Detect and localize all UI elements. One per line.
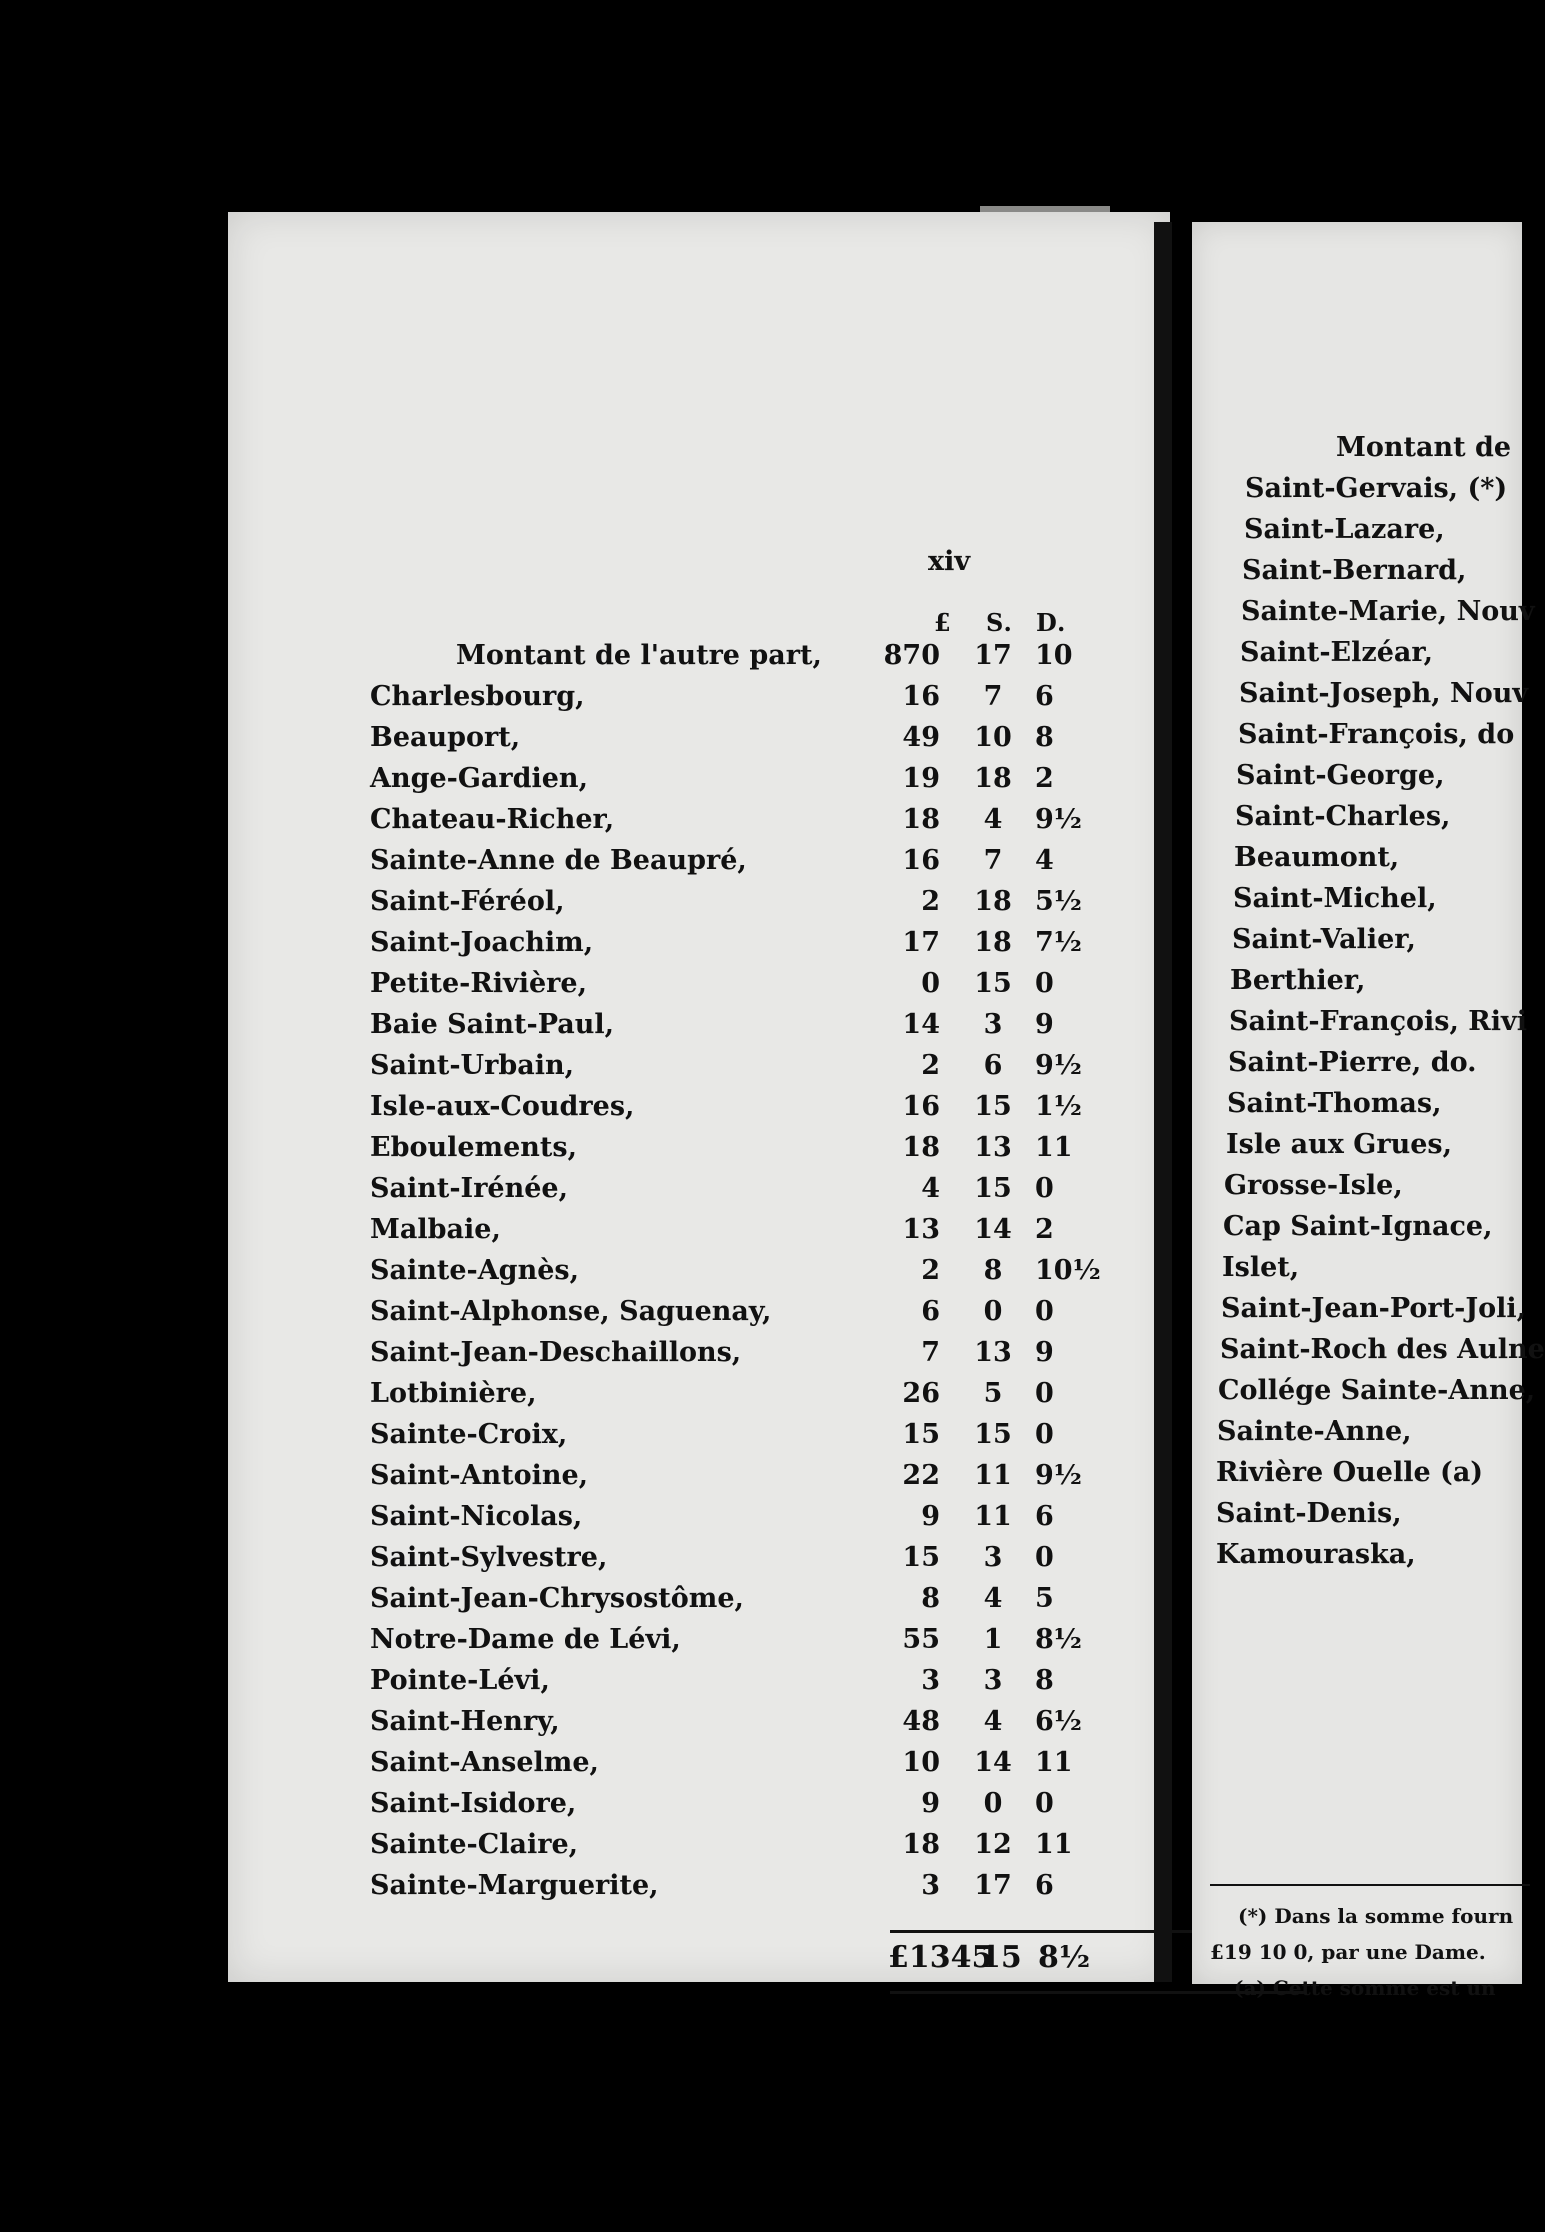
right-list-item: Saint-Denis, xyxy=(1216,1498,1402,1529)
shillings-value: 15 xyxy=(974,1173,1012,1204)
pence-value: 11 xyxy=(1035,1747,1073,1778)
page-edge-mark xyxy=(980,206,1110,212)
parish-name: Petite-Rivière, xyxy=(370,968,587,999)
pounds-value: 18 xyxy=(902,804,940,835)
right-list-item: Beaumont, xyxy=(1234,842,1400,873)
table-row xyxy=(228,968,1170,1010)
shillings-value: 13 xyxy=(974,1337,1012,1368)
shillings-value: 15 xyxy=(974,1419,1012,1450)
footnote-3: (a) Cette somme est un xyxy=(1234,1976,1496,2000)
pence-value: 0 xyxy=(1035,1173,1054,1204)
parish-name: Saint-Sylvestre, xyxy=(370,1542,608,1573)
right-list-item: Saint-Jean-Port-Joli, xyxy=(1221,1293,1527,1324)
pence-value: 2 xyxy=(1035,763,1054,794)
pence-value: 10 xyxy=(1035,640,1073,671)
total-pence: 8½ xyxy=(1038,1940,1091,1975)
table-row xyxy=(228,1378,1170,1420)
parish-name: Ange-Gardien, xyxy=(370,763,588,794)
shillings-value: 7 xyxy=(983,681,1003,712)
pounds-value: 870 xyxy=(883,640,940,671)
shillings-value: 4 xyxy=(983,804,1003,835)
pounds-value: 7 xyxy=(921,1337,940,1368)
parish-name: Sainte-Claire, xyxy=(370,1829,579,1860)
shillings-value: 11 xyxy=(974,1501,1012,1532)
parish-name: Malbaie, xyxy=(370,1214,501,1245)
shillings-value: 18 xyxy=(974,763,1012,794)
pounds-value: 14 xyxy=(902,1009,940,1040)
table-row xyxy=(228,1255,1170,1297)
table-row xyxy=(228,722,1170,764)
pence-value: 8 xyxy=(1035,722,1054,753)
table-row xyxy=(228,1706,1170,1748)
shillings-value: 18 xyxy=(974,886,1012,917)
pence-value: 8½ xyxy=(1035,1624,1082,1655)
right-list-item: Montant de xyxy=(1336,432,1512,463)
table-row xyxy=(228,1419,1170,1461)
pounds-value: 19 xyxy=(902,763,940,794)
table-row xyxy=(228,1542,1170,1584)
table-row xyxy=(228,1583,1170,1625)
table-row xyxy=(228,640,1170,682)
table-row xyxy=(228,1788,1170,1830)
pence-value: 0 xyxy=(1035,1296,1054,1327)
parish-name: Eboulements, xyxy=(370,1132,577,1163)
pounds-value: 2 xyxy=(921,886,940,917)
pounds-value: 18 xyxy=(902,1132,940,1163)
right-list-item: Saint-Joseph, Nouv xyxy=(1239,678,1529,709)
shillings-value: 5 xyxy=(983,1378,1003,1409)
pounds-value: 15 xyxy=(902,1542,940,1573)
parish-name: Pointe-Lévi, xyxy=(370,1665,550,1696)
right-list-item: Collége Sainte-Anne, xyxy=(1218,1375,1536,1406)
pence-value: 9 xyxy=(1035,1009,1054,1040)
pounds-value: 9 xyxy=(921,1501,940,1532)
footnote-1: (*) Dans la somme fourn xyxy=(1238,1904,1514,1928)
shillings-value: 15 xyxy=(974,968,1012,999)
pence-value: 11 xyxy=(1035,1829,1073,1860)
pounds-value: 49 xyxy=(902,722,940,753)
right-list-item: Saint-Elzéar, xyxy=(1240,637,1434,668)
book-gutter xyxy=(1154,222,1172,1982)
table-row xyxy=(228,1829,1170,1871)
pounds-value: 26 xyxy=(902,1378,940,1409)
pence-value: 2 xyxy=(1035,1214,1054,1245)
right-list-item: Saint-Lazare, xyxy=(1244,514,1445,545)
pounds-value: 48 xyxy=(902,1706,940,1737)
shillings-value: 10 xyxy=(974,722,1012,753)
right-list-item: Saint-François, Rivi xyxy=(1229,1006,1527,1037)
pounds-value: 17 xyxy=(902,927,940,958)
pence-value: 1½ xyxy=(1035,1091,1082,1122)
shillings-value: 17 xyxy=(974,1870,1012,1901)
table-row xyxy=(228,1747,1170,1789)
pounds-value: 4 xyxy=(921,1173,940,1204)
table-row xyxy=(228,1009,1170,1051)
table-row xyxy=(228,1870,1170,1912)
right-list-item: Islet, xyxy=(1222,1252,1300,1283)
pence-value: 9 xyxy=(1035,1337,1054,1368)
right-list-item: Berthier, xyxy=(1230,965,1366,996)
parish-name: Notre-Dame de Lévi, xyxy=(370,1624,681,1655)
pounds-value: 9 xyxy=(921,1788,940,1819)
pence-value: 8 xyxy=(1035,1665,1054,1696)
shillings-value: 8 xyxy=(983,1255,1003,1286)
pence-value: 9½ xyxy=(1035,804,1082,835)
pence-value: 10½ xyxy=(1035,1255,1101,1286)
right-list-item: Kamouraska, xyxy=(1216,1539,1416,1570)
shillings-value: 0 xyxy=(983,1296,1003,1327)
shillings-value: 3 xyxy=(983,1665,1003,1696)
pence-value: 7½ xyxy=(1035,927,1082,958)
table-row xyxy=(228,886,1170,928)
shillings-value: 6 xyxy=(983,1050,1003,1081)
right-list-item: Saint-Bernard, xyxy=(1242,555,1467,586)
parish-name: Montant de l'autre part, xyxy=(456,640,822,671)
page-number: xiv xyxy=(928,546,971,577)
parish-name: Saint-Nicolas, xyxy=(370,1501,583,1532)
right-list-item: Saint-Pierre, do. xyxy=(1228,1047,1477,1078)
table-row xyxy=(228,763,1170,805)
parish-name: Saint-Irénée, xyxy=(370,1173,568,1204)
table-row xyxy=(228,1132,1170,1174)
shillings-value: 14 xyxy=(974,1747,1012,1778)
right-list-item: Sainte-Anne, xyxy=(1217,1416,1412,1447)
table-row xyxy=(228,1214,1170,1256)
pounds-value: 13 xyxy=(902,1214,940,1245)
pounds-value: 18 xyxy=(902,1829,940,1860)
right-list-item: Saint-Valier, xyxy=(1232,924,1416,955)
table-row xyxy=(228,1050,1170,1092)
table-row xyxy=(228,927,1170,969)
pounds-value: 10 xyxy=(902,1747,940,1778)
parish-name: Saint-Joachim, xyxy=(370,927,594,958)
table-row xyxy=(228,804,1170,846)
pounds-value: 6 xyxy=(921,1296,940,1327)
shillings-value: 14 xyxy=(974,1214,1012,1245)
right-list-item: Sainte-Marie, Nouv xyxy=(1241,596,1535,627)
table-row xyxy=(228,1665,1170,1707)
parish-name: Saint-Jean-Chrysostôme, xyxy=(370,1583,744,1614)
pence-value: 6 xyxy=(1035,1870,1054,1901)
pence-value: 11 xyxy=(1035,1132,1073,1163)
shillings-value: 12 xyxy=(974,1829,1012,1860)
parish-name: Lotbinière, xyxy=(370,1378,537,1409)
pounds-value: 8 xyxy=(921,1583,940,1614)
table-row xyxy=(228,1501,1170,1543)
pounds-value: 15 xyxy=(902,1419,940,1450)
right-list-item: Saint-Gervais, (*) xyxy=(1245,473,1508,504)
shillings-value: 13 xyxy=(974,1132,1012,1163)
right-list-item: Saint-Michel, xyxy=(1233,883,1437,914)
right-list-item: Saint-Charles, xyxy=(1235,801,1451,832)
right-list-item: Cap Saint-Ignace, xyxy=(1223,1211,1493,1242)
pounds-value: 16 xyxy=(902,1091,940,1122)
pounds-column-header: £ xyxy=(934,608,952,637)
right-list-item: Rivière Ouelle (a) xyxy=(1216,1457,1484,1488)
shillings-value: 3 xyxy=(983,1542,1003,1573)
total-shillings: 15 xyxy=(980,1940,1022,1975)
parish-name: Saint-Jean-Deschaillons, xyxy=(370,1337,742,1368)
pounds-value: 16 xyxy=(902,845,940,876)
pence-column-header: D. xyxy=(1036,608,1067,637)
footnote-2: £19 10 0, par une Dame. xyxy=(1210,1940,1486,1964)
pence-value: 0 xyxy=(1035,1419,1054,1450)
right-list-item: Saint-François, do xyxy=(1238,719,1515,750)
pounds-value: 0 xyxy=(921,968,940,999)
right-page xyxy=(1192,222,1545,2000)
shillings-value: 7 xyxy=(983,845,1003,876)
total-pounds: £1345 xyxy=(888,1940,993,1975)
parish-name: Beauport, xyxy=(370,722,521,753)
pence-value: 0 xyxy=(1035,1788,1054,1819)
shillings-value: 15 xyxy=(974,1091,1012,1122)
table-row xyxy=(228,845,1170,887)
table-row xyxy=(228,1091,1170,1133)
parish-name: Saint-Henry, xyxy=(370,1706,560,1737)
shillings-value: 11 xyxy=(974,1460,1012,1491)
parish-name: Sainte-Croix, xyxy=(370,1419,568,1450)
pence-value: 5½ xyxy=(1035,886,1082,917)
pounds-value: 55 xyxy=(902,1624,940,1655)
pence-value: 6½ xyxy=(1035,1706,1082,1737)
table-row xyxy=(228,1296,1170,1338)
parish-name: Sainte-Agnès, xyxy=(370,1255,579,1286)
pounds-value: 3 xyxy=(921,1665,940,1696)
footnote-rule xyxy=(1210,1884,1530,1886)
pounds-value: 22 xyxy=(902,1460,940,1491)
pence-value: 0 xyxy=(1035,1378,1054,1409)
parish-name: Baie Saint-Paul, xyxy=(370,1009,615,1040)
pence-value: 6 xyxy=(1035,1501,1054,1532)
parish-name: Isle-aux-Coudres, xyxy=(370,1091,635,1122)
parish-name: Saint-Féréol, xyxy=(370,886,565,917)
pounds-value: 3 xyxy=(921,1870,940,1901)
pence-value: 6 xyxy=(1035,681,1054,712)
parish-name: Saint-Alphonse, Saguenay, xyxy=(370,1296,772,1327)
right-list-item: Isle aux Grues, xyxy=(1226,1129,1452,1160)
shillings-column-header: S. xyxy=(986,608,1013,637)
shillings-value: 18 xyxy=(974,927,1012,958)
parish-name: Saint-Urbain, xyxy=(370,1050,574,1081)
shillings-value: 0 xyxy=(983,1788,1003,1819)
right-list-item: Grosse-Isle, xyxy=(1224,1170,1403,1201)
pounds-value: 2 xyxy=(921,1050,940,1081)
table-row xyxy=(228,1337,1170,1379)
parish-name: Sainte-Anne de Beaupré, xyxy=(370,845,747,876)
table-row xyxy=(228,1173,1170,1215)
pence-value: 9½ xyxy=(1035,1050,1082,1081)
parish-name: Saint-Anselme, xyxy=(370,1747,599,1778)
right-list-item: Saint-George, xyxy=(1236,760,1445,791)
pence-value: 5 xyxy=(1035,1583,1054,1614)
right-list-item: Saint-Roch des Aulne xyxy=(1220,1334,1545,1365)
shillings-value: 17 xyxy=(974,640,1012,671)
left-page xyxy=(228,212,1170,1982)
table-row xyxy=(228,1624,1170,1666)
parish-name: Saint-Isidore, xyxy=(370,1788,577,1819)
pence-value: 9½ xyxy=(1035,1460,1082,1491)
pounds-value: 2 xyxy=(921,1255,940,1286)
pence-value: 4 xyxy=(1035,845,1054,876)
shillings-value: 4 xyxy=(983,1706,1003,1737)
shillings-value: 3 xyxy=(983,1009,1003,1040)
pounds-value: 16 xyxy=(902,681,940,712)
parish-name: Chateau-Richer, xyxy=(370,804,615,835)
parish-name: Charlesbourg, xyxy=(370,681,585,712)
table-row xyxy=(228,1460,1170,1502)
parish-name: Saint-Antoine, xyxy=(370,1460,589,1491)
pence-value: 0 xyxy=(1035,1542,1054,1573)
shillings-value: 1 xyxy=(983,1624,1003,1655)
right-list-item: Saint-Thomas, xyxy=(1227,1088,1442,1119)
table-row xyxy=(228,681,1170,723)
pence-value: 0 xyxy=(1035,968,1054,999)
shillings-value: 4 xyxy=(983,1583,1003,1614)
parish-name: Sainte-Marguerite, xyxy=(370,1870,659,1901)
